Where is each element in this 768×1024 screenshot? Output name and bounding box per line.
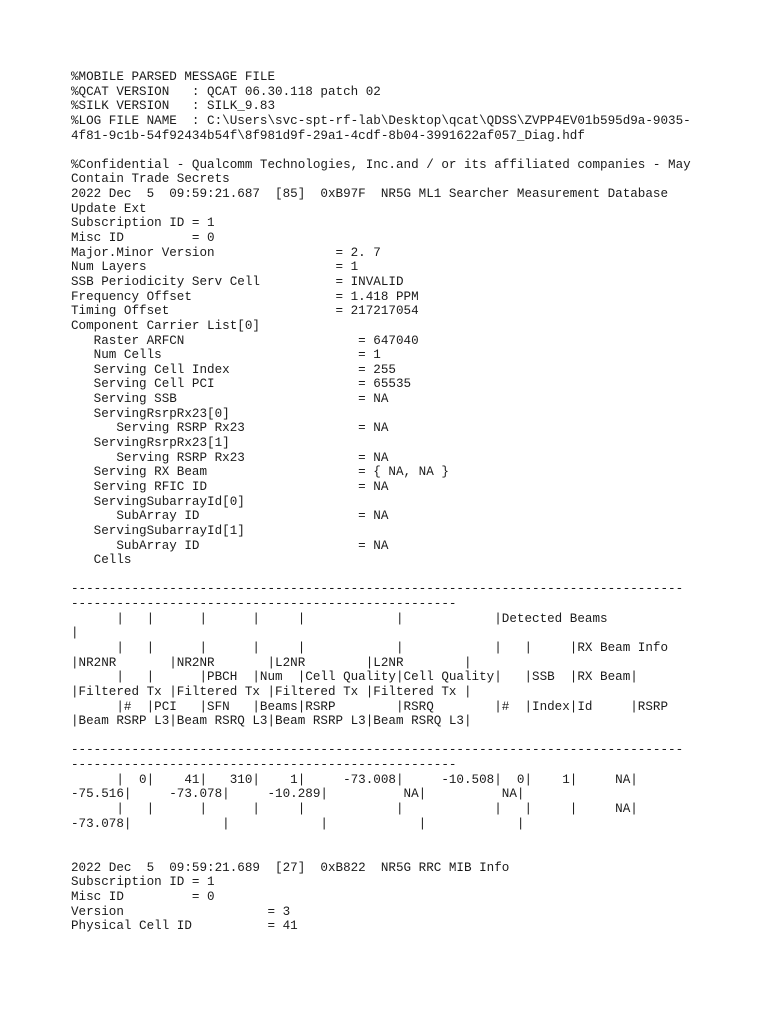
table-row: | | | | | | | | | NA|: [71, 802, 638, 817]
section-header-line: Cells: [71, 553, 132, 568]
field-line: Serving RSRP Rx23 = NA: [71, 421, 389, 436]
field-line: SubArray ID = NA: [71, 509, 389, 524]
table-divider-line: ---------------------------------------------------------------------------------: [71, 743, 684, 758]
field-line: Num Cells = 1: [71, 348, 381, 363]
message-header-line: 2022 Dec 5 09:59:21.687 [85] 0xB97F NR5G ML1 Searcher Measurement Database: [71, 187, 669, 202]
blank-line: [71, 729, 731, 744]
field-line: Serving RX Beam = { NA, NA }: [71, 465, 449, 480]
table-row-continuation: -73.078| | | | |: [71, 816, 525, 831]
field-line: SSB Periodicity Serv Cell = INVALID: [71, 274, 404, 289]
qcat-version-line: %QCAT VERSION : QCAT 06.30.118 patch 02: [71, 84, 381, 99]
table-header-line: | | | | | | | | |RX Beam Info: [71, 640, 669, 655]
field-line: Physical Cell ID = 41: [71, 919, 298, 934]
table-header-line: |Beam RSRP L3|Beam RSRQ L3|Beam RSRP L3|Beam RSRQ L3|: [71, 714, 472, 729]
misc-id-line: Misc ID = 0: [71, 889, 215, 904]
log-file-name-continuation: 4f81-9c1b-54f92434b54f\8f981d9f-29a1-4cdf-8b04-3991622af057_Diag.hdf: [71, 128, 585, 143]
table-row-continuation: -75.516| -73.078| -10.289| NA| NA|: [71, 787, 525, 802]
field-line: Serving Cell Index = 255: [71, 362, 396, 377]
blank-line: [71, 831, 731, 846]
table-header-line: | | |PBCH |Num |Cell Quality|Cell Quality| |SSB |RX Beam|: [71, 670, 638, 685]
silk-version-line: %SILK VERSION : SILK_9.83: [71, 99, 276, 114]
table-header-line: |Filtered Tx |Filtered Tx |Filtered Tx |Filtered Tx |: [71, 684, 472, 699]
message-header-continuation: Update Ext: [71, 201, 147, 216]
blank-line: [71, 568, 731, 583]
field-line: Version = 3: [71, 904, 291, 919]
log-file-name-line: %LOG FILE NAME : C:\Users\svc-spt-rf-lab\Desktop\qcat\QDSS\ZVPP4EV01b595d9a-9035-: [71, 113, 691, 128]
field-line: Frequency Offset = 1.418 PPM: [71, 289, 419, 304]
table-row: | 0| 41| 310| 1| -73.008| -10.508| 0| 1| NA|: [71, 772, 638, 787]
field-line: Raster ARFCN = 647040: [71, 333, 419, 348]
misc-id-line: Misc ID = 0: [71, 231, 215, 246]
log-document: [71, 70, 731, 934]
field-line: Timing Offset = 217217054: [71, 304, 419, 319]
table-divider-continuation: ---------------------------------------------------: [71, 758, 457, 773]
section-header-line: ServingRsrpRx23[0]: [71, 406, 230, 421]
field-line: Major.Minor Version = 2. 7: [71, 245, 381, 260]
section-header-line: ServingRsrpRx23[1]: [71, 436, 230, 451]
field-line: Serving Cell PCI = 65535: [71, 377, 412, 392]
table-header-line: |: [71, 626, 79, 641]
message-header-line: 2022 Dec 5 09:59:21.689 [27] 0xB822 NR5G RRC MIB Info: [71, 860, 510, 875]
blank-line: [71, 846, 731, 861]
field-line: Serving SSB = NA: [71, 392, 389, 407]
section-header-line: Component Carrier List[0]: [71, 318, 260, 333]
subscription-id-line: Subscription ID = 1: [71, 875, 215, 890]
subscription-id-line: Subscription ID = 1: [71, 216, 215, 231]
field-line: Num Layers = 1: [71, 260, 359, 275]
table-header-line: |# |PCI |SFN |Beams|RSRP |RSRQ |# |Index|Id |RSRP: [71, 699, 669, 714]
table-header-line: | | | | | | |Detected Beams: [71, 611, 608, 626]
section-header-line: ServingSubarrayId[1]: [71, 523, 245, 538]
section-header-line: ServingSubarrayId[0]: [71, 494, 245, 509]
table-header-line: |NR2NR |NR2NR |L2NR |L2NR |: [71, 655, 472, 670]
field-line: SubArray ID = NA: [71, 538, 389, 553]
confidential-notice-line: %Confidential - Qualcomm Technologies, Inc.and / or its affiliated companies - May: [71, 157, 691, 172]
table-divider-line: ---------------------------------------------------------------------------------: [71, 582, 684, 597]
file-header-line: %MOBILE PARSED MESSAGE FILE: [71, 70, 276, 84]
table-divider-continuation: ---------------------------------------------------: [71, 597, 457, 612]
confidential-notice-continuation: Contain Trade Secrets: [71, 172, 230, 187]
field-line: Serving RFIC ID = NA: [71, 479, 389, 494]
field-line: Serving RSRP Rx23 = NA: [71, 450, 389, 465]
blank-line: [71, 143, 731, 158]
